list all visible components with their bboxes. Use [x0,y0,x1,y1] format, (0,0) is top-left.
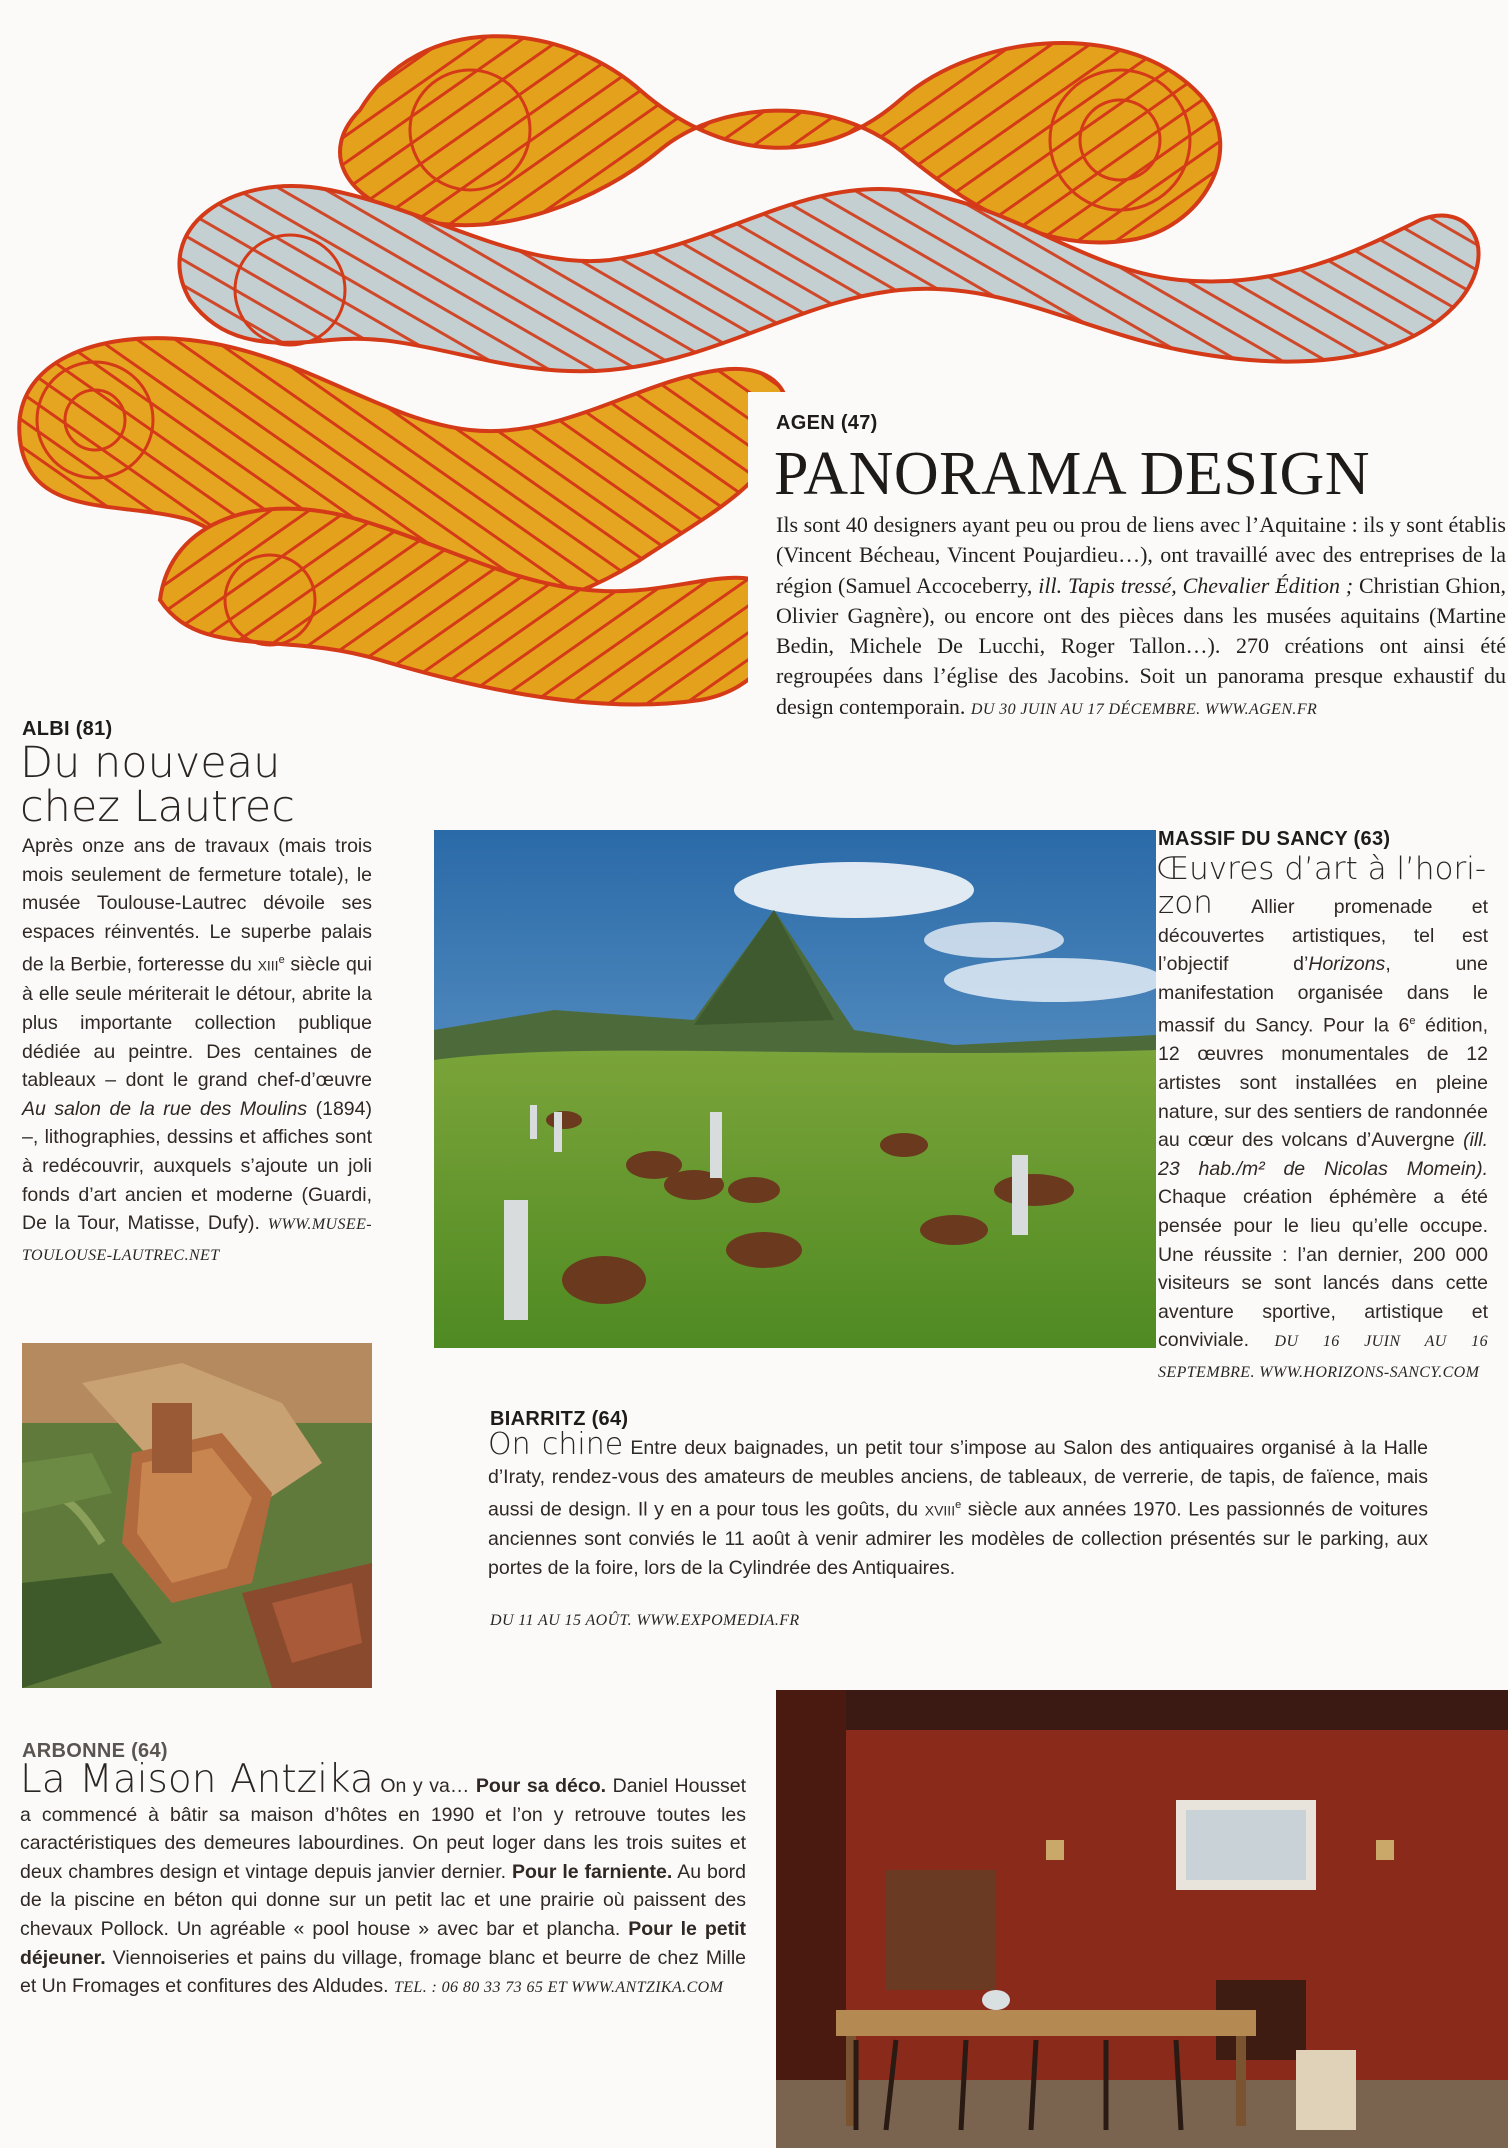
albi-title-line1: Du nouveau [20,738,281,788]
biarritz-title: On chine [488,1427,624,1462]
arbonne-interior-photo [776,1690,1508,2148]
sancy-landscape-photo [434,830,1156,1348]
arbonne-kicker: ARBONNE (64) [22,1740,168,1762]
arbonne-title: La Maison Antzika [20,1757,374,1802]
agen-title: PANORAMA DESIGN [774,440,1371,508]
sancy-credit: DU 16 JUIN AU 16 SEPTEMBRE. WWW.HORIZONS-SANCY.COM [1158,1333,1488,1381]
albi-aerial-photo [22,1343,372,1688]
albi-kicker: ALBI (81) [22,718,113,740]
biarritz-kicker: BIARRITZ (64) [490,1408,629,1430]
biarritz-credit: DU 11 AU 15 AOÛT. WWW.EXPOMEDIA.FR [490,1612,800,1629]
sancy-body: zon Allier promenade et découvertes artistiques, tel est l’objectif d’Horizons, une manifestation organisée dans le massif du Sancy. Pour la 6e édition, 12 œuvres monumentales de 12 artistes sont installées en pleine nature, sur des sentiers de randonnée au cœur des volcans d’Auvergne (ill. 23 hab./m² de Nicolas Momein). Chaque création éphémère a été pensée pour le lieu qu’elle occupe. Une réussite : l’an dernier, 200 000 visiteurs se sont lancés dans cette aventure sportive, artistique et conviviale. DU 16 JUIN AU 16 SEPTEMBRE. WWW.HORIZONS-SANCY.COM [1158,885,1488,1381]
sancy-title-line1: Œuvres d’art à l’hori- [1156,851,1487,887]
sancy-title-line2: zon [1158,885,1213,921]
agen-body: Ils sont 40 designers ayant peu ou prou de liens avec l’Aquitaine : ils y sont établis (Vincent Bécheau, Vincent Poujardieu…), ont travaillé avec des entreprises de la région (Samuel Accoceberry, ill. Tapis tressé, Chevalier Édition ; Christian Ghion, Olivier Gagnère), ou encore ont des pièces dans les musées aquitains (Martine Bedin, Michele De Lucchi, Roger Tallon…). 270 créations ont ainsi été regroupées dans l’église des Jacobins. Soit un panorama presque exhaustif du design contemporain. DU 30 JUIN AU 17 DÉCEMBRE. WWW.AGEN.FR [776,512,1507,719]
agen-credit: DU 30 JUIN AU 17 DÉCEMBRE. WWW.AGEN.FR [970,700,1318,718]
albi-title-line2: chez Lautrec [20,782,295,832]
arbonne-credit: TEL. : 06 80 33 73 65 ET WWW.ANTZIKA.COM [393,1979,724,1997]
arbonne-body: La Maison Antzika On y va… Pour sa déco. Daniel Housset a commencé à bâtir sa maison d’hôtes en 1990 et l’on y retrouve toutes les caractéristiques des demeures labourdines. On peut loger dans les trois suites et deux chambres design et vintage depuis janvier dernier. Pour le farniente. Au bord de la piscine en béton qui donne sur un petit lac et une prairie où paissent des chevaux Pollock. Un agréable « pool house » avec bar et plancha. Pour le petit déjeuner. Viennoiseries et pains du village, fromage blanc et beurre de chez Mille et Un Fromages et confitures des Aldudes. TEL. : 06 80 33 73 65 ET WWW.ANTZIKA.COM [20,1757,747,1998]
sancy-kicker: MASSIF DU SANCY (63) [1158,828,1391,850]
agen-kicker: AGEN (47) [776,412,878,434]
albi-body: Après onze ans de travaux (mais trois mois seulement de fermeture totale), le musée Toulouse-Lautrec dévoile ses espaces réinventés. Le superbe palais de la Berbie, forteresse du XIIIe siècle qui à elle seule mériterait le détour, abrite la plus importante collection publique dédiée au peintre. Des centaines de tableaux – dont le grand chef-d’œuvre Au salon de la rue des Moulins (1894) –, lithographies, dessins et affiches sont à redécouvrir, auxquels s’ajoute un joli fonds d’art ancien et moderne (Guardi, De la Tour, Matisse, Dufy). WWW.MUSEE-TOULOUSE-LAUTREC.NET [22,835,372,1264]
biarritz-body: On chine Entre deux baignades, un petit tour s’impose au Salon des antiquaires organisé à la Halle d’Iraty, rendez-vous des amateurs de meubles anciens, de tableaux, de verrerie, de tapis, de faïence, mais aussi de design. Il y en a pour tous les goûts, du XVIIIe siècle aux années 1970. Les passionnés de voitures anciennes sont conviés le 11 août à venir admirer les modèles de collection présentés sur le parking, aux portes de la foire, lors de la Cylindrée des Antiquaires. [488,1427,1428,1579]
albi-credit: WWW.MUSEE-TOULOUSE-LAUTREC.NET [22,1216,372,1264]
